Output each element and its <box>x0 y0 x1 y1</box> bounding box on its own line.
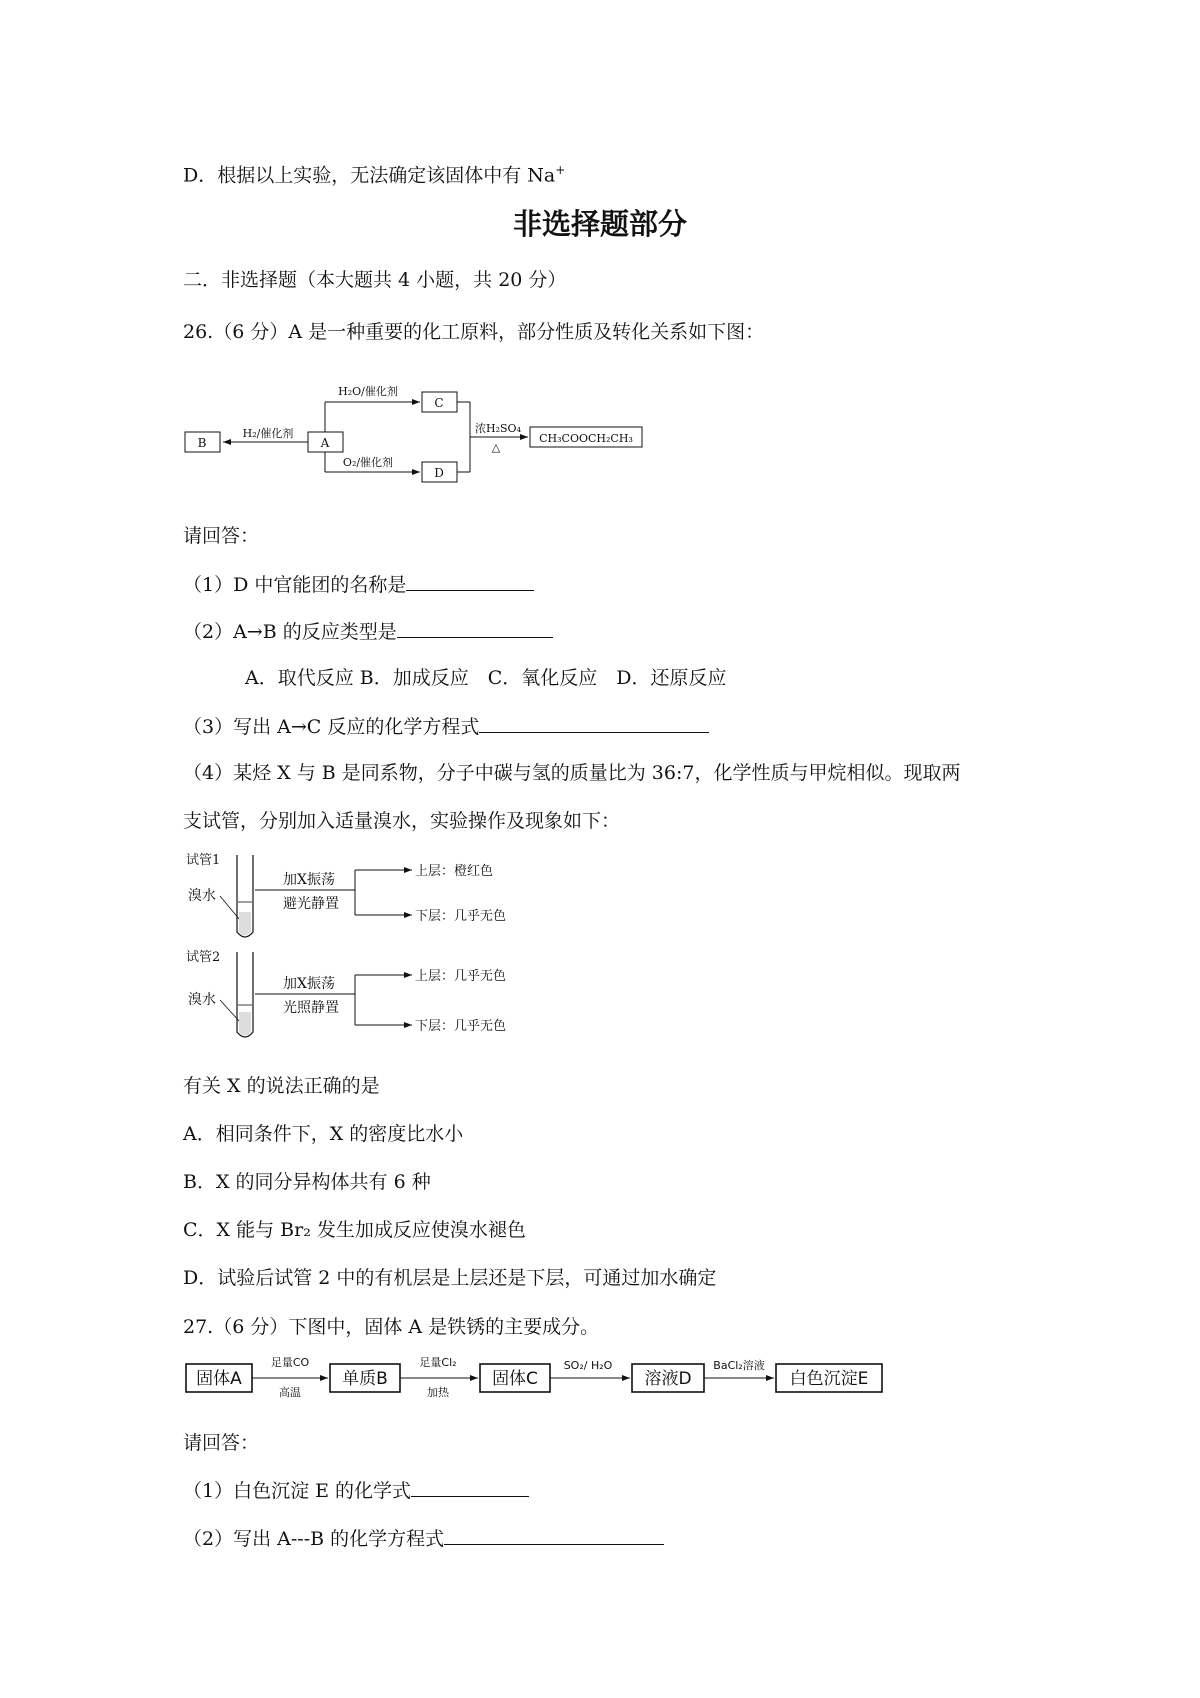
answer-blank[interactable] <box>444 1526 664 1545</box>
q26-part4-line1: （4）某烃 X 与 B 是同系物，分子中碳与氢的质量比为 36:7，化学性质与甲烷相似。现取两 <box>183 762 961 784</box>
answer-blank[interactable] <box>397 619 553 638</box>
arrow-a-to-c-label: H₂O/催化剂 <box>338 385 398 398</box>
q27-reply: 请回答： <box>183 1432 260 1454</box>
q26-reaction-diagram <box>180 365 680 485</box>
q26-reply: 请回答： <box>183 525 260 547</box>
q27-flow-diagram <box>180 1352 900 1404</box>
flow-box-4-label: 溶液D <box>644 1369 692 1389</box>
flow-box-3-label: 固体C <box>492 1369 538 1389</box>
flow-box-1-label: 固体A <box>196 1369 242 1389</box>
option-c: C．X 能与 Br₂ 发生加成反应使溴水褪色 <box>183 1219 526 1241</box>
flow-arrow-2-top: 足量Cl₂ <box>419 1356 457 1369</box>
option-a: A．相同条件下，X 的密度比水小 <box>183 1123 464 1145</box>
flow-arrow-2-bottom: 加热 <box>427 1386 449 1399</box>
arrow-to-ester-top: 浓H₂SO₄ <box>475 422 521 435</box>
tube2-label: 试管2 <box>186 950 221 965</box>
q26-part4-line2: 支试管，分别加入适量溴水，实验操作及现象如下： <box>183 810 621 832</box>
flow-box-2-label: 单质B <box>342 1369 388 1389</box>
q26-stem: 26.（6 分）A 是一种重要的化工原料，部分性质及转化关系如下图： <box>183 321 765 343</box>
flow-box-5-label: 白色沉淀E <box>789 1369 869 1389</box>
tube1-op2: 避光静置 <box>283 896 339 912</box>
q26-part2-options: A．取代反应 B．加成反应 C．氧化反应 D．还原反应 <box>245 667 727 689</box>
box-a-label: A <box>320 436 330 450</box>
q26-part3: （3）写出 A→C 反应的化学方程式 <box>183 714 709 739</box>
arrow-to-ester-bottom: △ <box>491 441 501 454</box>
tube2-liquid: 溴水 <box>188 992 216 1008</box>
flow-arrow-3-top: SO₂/ H₂O <box>563 1359 613 1372</box>
q27-part2: （2）写出 A---B 的化学方程式 <box>183 1526 664 1551</box>
q26-part1: （1）D 中官能团的名称是 <box>183 572 534 597</box>
box-b-label: B <box>197 436 207 450</box>
tube1-lower: 下层：几乎无色 <box>415 909 507 924</box>
answer-blank[interactable] <box>406 572 534 591</box>
flow-arrow-1-bottom: 高温 <box>279 1386 301 1399</box>
tube1-liquid: 溴水 <box>188 888 216 904</box>
answer-blank[interactable] <box>479 714 709 733</box>
q27-part1: （1）白色沉淀 E 的化学式 <box>183 1478 529 1503</box>
box-ester-label: CH₃COOCH₂CH₃ <box>539 432 633 445</box>
option-b: B．X 的同分异构体共有 6 种 <box>183 1171 431 1193</box>
flow-arrow-1-top: 足量CO <box>270 1356 310 1369</box>
q27-stem: 27.（6 分）下图中，固体 A 是铁锈的主要成分。 <box>183 1316 600 1338</box>
prev-option-d: D．根据以上实验，无法确定该固体中有 Na+ <box>183 163 566 187</box>
tube1-op1: 加X振荡 <box>283 872 335 888</box>
q26-part2: （2）A→B 的反应类型是 <box>183 619 553 644</box>
flow-arrow-4-top: BaCl₂溶液 <box>713 1359 765 1372</box>
option-d: D．试验后试管 2 中的有机层是上层还是下层，可通过加水确定 <box>183 1267 717 1289</box>
tube2-op2: 光照静置 <box>283 1000 339 1016</box>
box-c-label: C <box>434 396 444 410</box>
arrow-a-to-d-label: O₂/催化剂 <box>342 456 394 469</box>
tube1-upper: 上层：橙红色 <box>415 864 494 879</box>
tube2-op1: 加X振荡 <box>283 976 335 992</box>
tube1-label: 试管1 <box>186 853 221 868</box>
section-heading: 二．非选择题（本大题共 4 小题，共 20 分） <box>183 269 567 291</box>
x-question: 有关 X 的说法正确的是 <box>183 1075 380 1097</box>
section-title: 非选择题部分 <box>512 207 687 241</box>
answer-blank[interactable] <box>411 1478 529 1497</box>
arrow-a-to-b-label: H₂/催化剂 <box>242 427 294 440</box>
box-d-label: D <box>434 466 444 480</box>
tube2-lower: 下层：几乎无色 <box>415 1019 507 1034</box>
test-tube-diagram <box>180 850 540 1065</box>
tube2-upper: 上层：几乎无色 <box>415 969 507 984</box>
